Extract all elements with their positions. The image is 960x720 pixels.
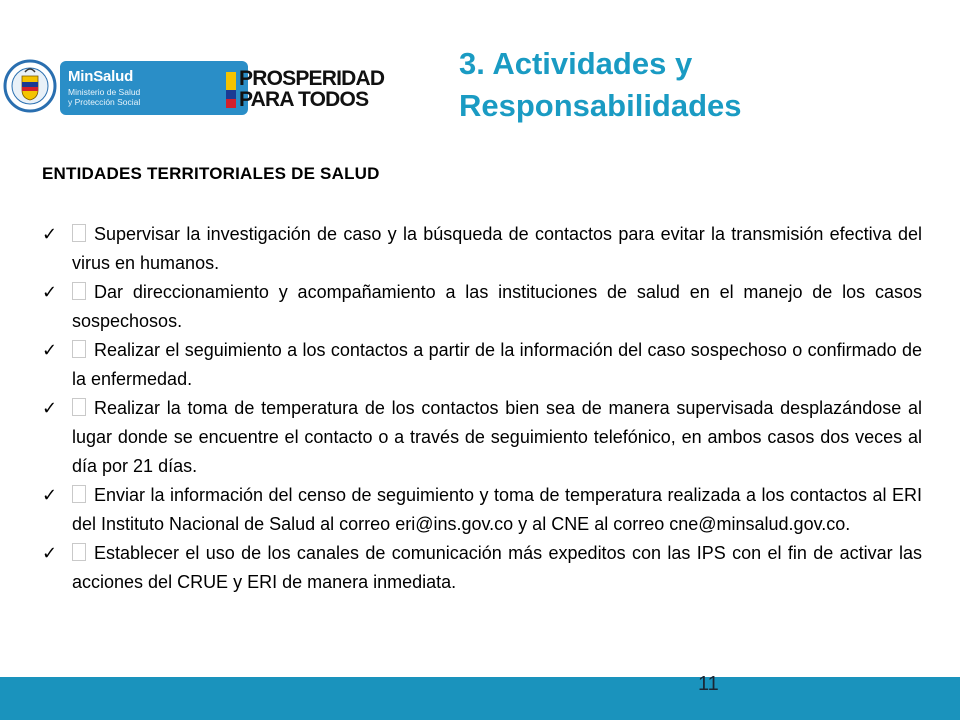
prosperidad-line2: PARA TODOS: [239, 88, 369, 111]
placeholder-glyph-icon: [72, 485, 86, 503]
list-item-text: Establecer el uso de los canales de comunicación más expeditos con las IPS con el fin de activar las acciones del CRUE y ERI de manera inmediata.: [72, 543, 922, 592]
colombia-flag-icon: [226, 72, 236, 108]
placeholder-glyph-icon: [72, 340, 86, 358]
page-number: 11: [698, 673, 719, 695]
minsalud-line2: y Protección Social: [68, 97, 141, 107]
checkmark-icon: ✓: [42, 282, 58, 302]
prosperidad-line1: PROSPERIDAD: [239, 67, 385, 90]
minsalud-logo: [60, 61, 248, 115]
list-item-text: Realizar el seguimiento a los contactos a partir de la información del caso sospechoso o confirmado de la enfermedad.: [72, 340, 922, 389]
list-item: [42, 481, 922, 539]
minsalud-line1: Ministerio de Salud: [68, 87, 141, 97]
placeholder-glyph-icon: [72, 543, 86, 561]
list-item: [42, 336, 922, 394]
responsibilities-list: [42, 220, 922, 597]
checkmark-icon: ✓: [42, 224, 58, 244]
list-item-text: Dar direccionamiento y acompañamiento a las instituciones de salud en el manejo de los casos sospechosos.: [72, 282, 922, 331]
list-item: [42, 278, 922, 336]
minsalud-brand: MinSalud: [68, 68, 134, 85]
checkmark-icon: ✓: [42, 543, 58, 563]
prosperidad-logo: [226, 66, 401, 114]
slide-title: 3. Actividades y Responsabilidades: [459, 46, 742, 123]
list-item-text: Realizar la toma de temperatura de los contactos bien sea de manera supervisada desplazándose al lugar donde se encuentre el contacto o a través de seguimiento telefónico, en ambos casos dos veces al día por 21 días.: [72, 398, 922, 476]
checkmark-icon: ✓: [42, 485, 58, 505]
checkmark-icon: ✓: [42, 340, 58, 360]
list-item: [42, 539, 922, 597]
checkmark-icon: ✓: [42, 398, 58, 418]
placeholder-glyph-icon: [72, 282, 86, 300]
placeholder-glyph-icon: [72, 224, 86, 242]
list-item: [42, 220, 922, 278]
placeholder-glyph-icon: [72, 398, 86, 416]
footer-bar: [0, 677, 960, 720]
colombia-seal-logo: [3, 56, 57, 116]
list-item-text: Enviar la información del censo de seguimiento y toma de temperatura realizada a los contactos al ERI del Instituto Nacional de Salud al correo eri@ins.gov.co y al CNE al correo cne@minsalud.gov.co.: [72, 485, 922, 534]
section-heading: ENTIDADES TERRITORIALES DE SALUD: [42, 164, 380, 183]
list-item-text: Supervisar la investigación de caso y la búsqueda de contactos para evitar la transmisión efectiva del virus en humanos.: [72, 224, 922, 273]
list-item: [42, 394, 922, 481]
